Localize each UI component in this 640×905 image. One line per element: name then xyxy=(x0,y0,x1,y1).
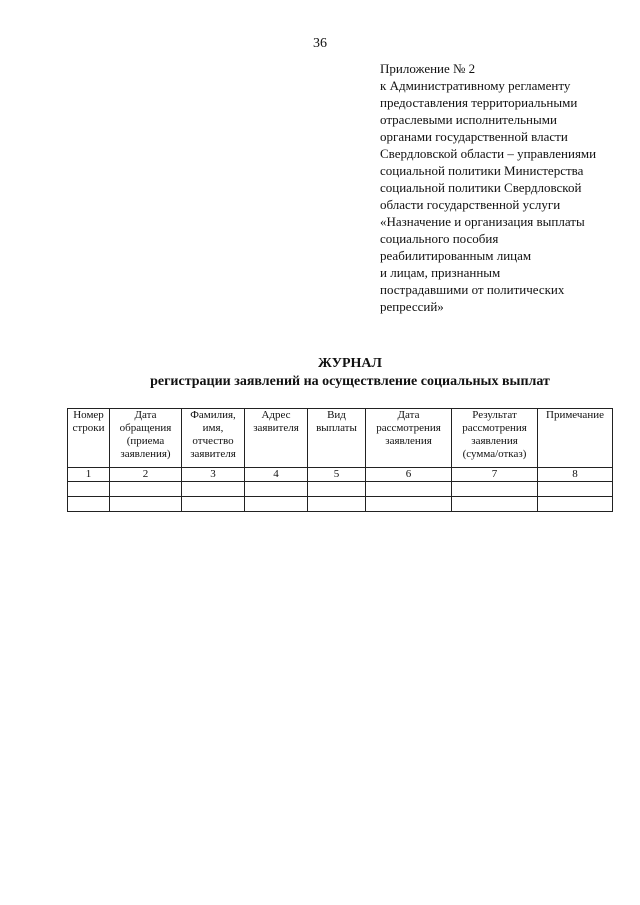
column-header-line: (сумма/отказ) xyxy=(462,448,527,460)
journal-subtitle: регистрации заявлений на осуществление социальных выплат xyxy=(150,374,550,389)
column-header-line: заявителя xyxy=(190,448,236,460)
page-number: 36 xyxy=(313,36,327,51)
table-cell xyxy=(452,482,538,497)
column-header-line: выплаты xyxy=(316,422,357,434)
column-header-line: Примечание xyxy=(546,409,604,421)
column-header-line: обращения xyxy=(119,422,172,434)
appendix-line: репрессий» xyxy=(380,299,444,314)
table-row xyxy=(68,482,613,497)
appendix-line: реабилитированным лицам xyxy=(380,248,532,263)
column-header xyxy=(182,409,245,468)
table-cell xyxy=(68,482,110,497)
column-number: 2 xyxy=(110,468,182,482)
column-header-line: рассмотрения xyxy=(376,422,441,434)
appendix-line: социальной политики Министерства xyxy=(380,163,584,178)
column-number: 7 xyxy=(452,468,538,482)
table-cell xyxy=(110,497,182,512)
column-number: 1 xyxy=(68,468,110,482)
column-header-line: Адрес xyxy=(261,409,291,421)
table-cell xyxy=(308,497,366,512)
column-header-line: заявления xyxy=(471,435,518,447)
table-cell xyxy=(68,497,110,512)
appendix-line: и лицам, признанным xyxy=(380,265,501,280)
column-header-line: Номер xyxy=(73,409,104,421)
column-header-line: имя, xyxy=(202,422,224,434)
appendix-note xyxy=(380,60,635,315)
appendix-line: социального пособия xyxy=(380,231,499,246)
column-header xyxy=(366,409,452,468)
appendix-line: к Административному регламенту xyxy=(380,78,571,93)
column-header-line: рассмотрения xyxy=(462,422,527,434)
appendix-line: Приложение № 2 xyxy=(380,61,476,76)
column-header-line: Дата xyxy=(397,409,420,421)
column-header-line: (приема xyxy=(126,435,165,447)
table-cell xyxy=(245,482,308,497)
column-header xyxy=(538,409,613,468)
column-number: 4 xyxy=(245,468,308,482)
table-cell xyxy=(110,482,182,497)
column-header-line: заявления xyxy=(385,435,432,447)
table-cell xyxy=(308,482,366,497)
table-cell xyxy=(538,482,613,497)
column-header-line: заявителя xyxy=(253,422,299,434)
column-header xyxy=(110,409,182,468)
table-cell xyxy=(366,482,452,497)
table-cell xyxy=(245,497,308,512)
appendix-line: пострадавшими от политических xyxy=(380,282,565,297)
column-header-line: отчество xyxy=(192,435,234,447)
column-header-line: Результат xyxy=(472,409,517,421)
journal-title: ЖУРНАЛ xyxy=(318,356,382,371)
column-header xyxy=(452,409,538,468)
appendix-line: предоставления территориальными xyxy=(380,95,578,110)
appendix-line: социальной политики Свердловской xyxy=(380,180,582,195)
table-cell xyxy=(182,497,245,512)
table-row xyxy=(68,497,613,512)
column-header xyxy=(245,409,308,468)
appendix-line: области государственной услуги xyxy=(380,197,561,212)
column-number: 3 xyxy=(182,468,245,482)
table-cell xyxy=(366,497,452,512)
table-cell xyxy=(538,497,613,512)
table-cell xyxy=(452,497,538,512)
appendix-line: органами государственной власти xyxy=(380,129,568,144)
appendix-line: «Назначение и организация выплаты xyxy=(380,214,585,229)
table-header-row xyxy=(68,409,613,468)
column-header-line: Вид xyxy=(327,409,346,421)
column-header-line: строки xyxy=(72,422,105,434)
table-cell xyxy=(182,482,245,497)
column-number: 6 xyxy=(366,468,452,482)
column-number: 8 xyxy=(538,468,613,482)
column-header xyxy=(308,409,366,468)
column-header-line: Фамилия, xyxy=(190,409,236,421)
register-table xyxy=(67,408,613,512)
column-number: 5 xyxy=(308,468,366,482)
column-number-row xyxy=(68,468,613,482)
appendix-line: отраслевыми исполнительными xyxy=(380,112,557,127)
column-header xyxy=(68,409,110,468)
appendix-line: Свердловской области – управлениями xyxy=(380,146,597,161)
column-header-line: Дата xyxy=(134,409,157,421)
column-header-line: заявления) xyxy=(120,448,171,460)
